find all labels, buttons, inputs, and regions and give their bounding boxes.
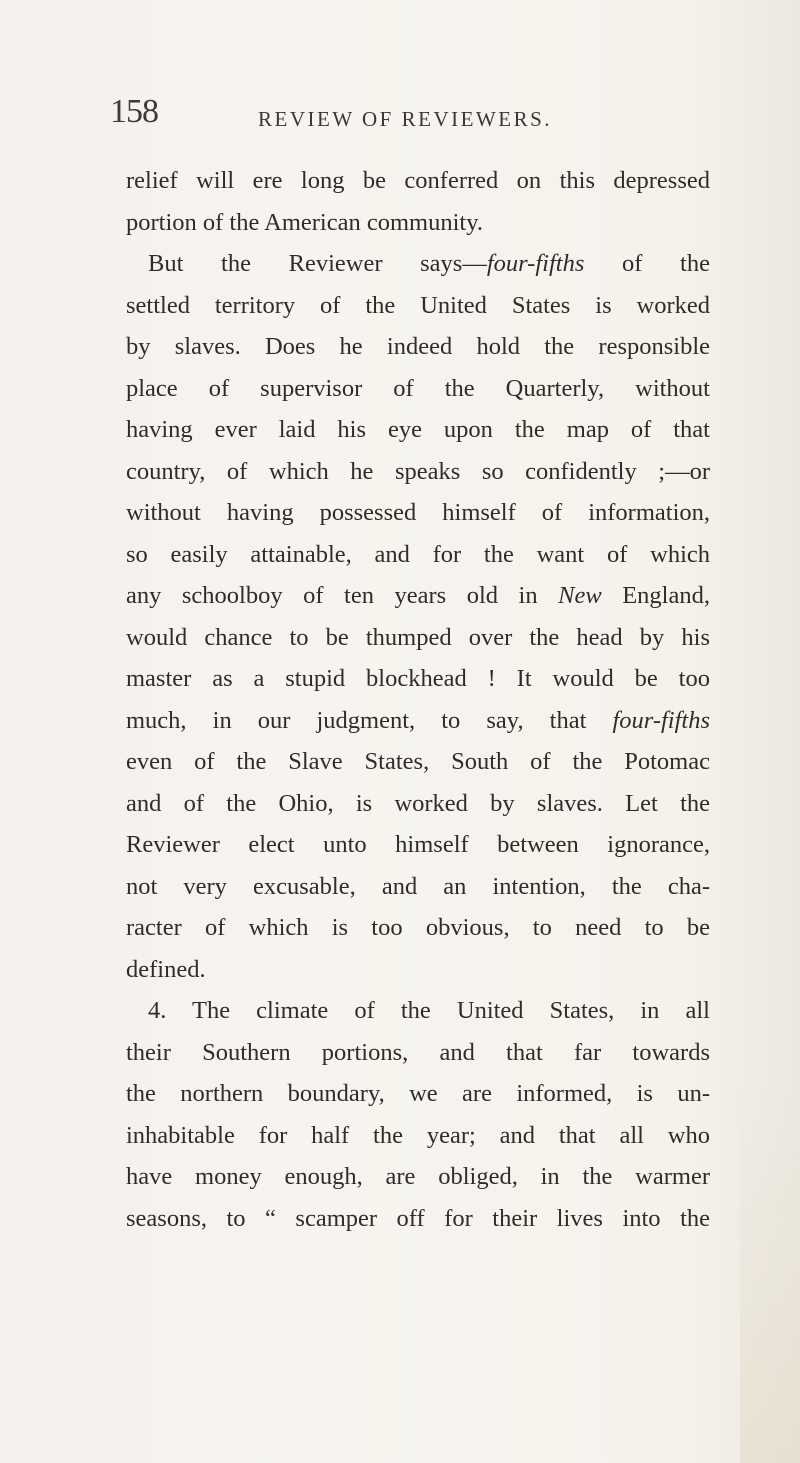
text-span: any schoolboy of ten years old in: [126, 582, 559, 609]
text-line: [126, 700, 710, 742]
text-line: relief will ere long be conferred on this depressed: [126, 167, 710, 194]
text-line: settled territory of the United States is worked: [126, 291, 710, 319]
text-line: master as a stupid blockhead ! It would be too: [126, 665, 710, 692]
text-line: by slaves. Does he indeed hold the responsible: [126, 333, 710, 360]
text-span: England,: [601, 582, 710, 609]
text-line: inhabitable for half the year; and that all who: [126, 1121, 710, 1149]
text-line: their Southern portions, and that far towards: [126, 1038, 710, 1066]
text-line: without having possessed himself of information,: [126, 499, 710, 526]
text-span: But the Reviewer says—: [148, 250, 487, 277]
text-line: even of the Slave States, South of the Potomac: [126, 748, 710, 775]
text-span: of the: [584, 250, 710, 277]
text-line: country, of which he speaks so confidently ;—or: [126, 457, 710, 485]
text-line: [126, 575, 710, 617]
text-line: having ever laid his eye upon the map of that: [126, 416, 710, 443]
text-line: Reviewer elect unto himself between ignorance,: [126, 831, 710, 858]
italic-span: four-fifths: [486, 250, 585, 277]
text-line: place of supervisor of the Quarterly, without: [126, 374, 710, 402]
text-line: not very excusable, and an intention, the cha-: [126, 872, 710, 900]
text-line: so easily attainable, and for the want of which: [126, 540, 710, 568]
body-text: [126, 160, 710, 1239]
text-line: [126, 243, 710, 285]
text-span: much, in our judgment, to say, that: [126, 706, 613, 734]
text-line: would chance to be thumped over the head by his: [126, 623, 710, 651]
text-line: have money enough, are obliged, in the warmer: [126, 1163, 710, 1190]
text-line: and of the Ohio, is worked by slaves. Let the: [126, 789, 710, 817]
text-line: portion of the American community.: [126, 208, 483, 236]
page-number: 158: [110, 93, 158, 130]
text-line: defined.: [126, 955, 206, 983]
paper-stain: [740, 1083, 800, 1463]
text-line: 4. The climate of the United States, in all: [148, 997, 710, 1024]
running-head: REVIEW OF REVIEWERS.: [258, 107, 553, 131]
italic-span: four-fifths: [612, 706, 710, 734]
text-line: seasons, to “ scamper off for their lives into the: [126, 1204, 710, 1232]
text-line: the northern boundary, we are informed, is un-: [126, 1080, 710, 1107]
italic-span: New: [558, 582, 602, 609]
text-line: racter of which is too obvious, to need to be: [126, 914, 710, 941]
